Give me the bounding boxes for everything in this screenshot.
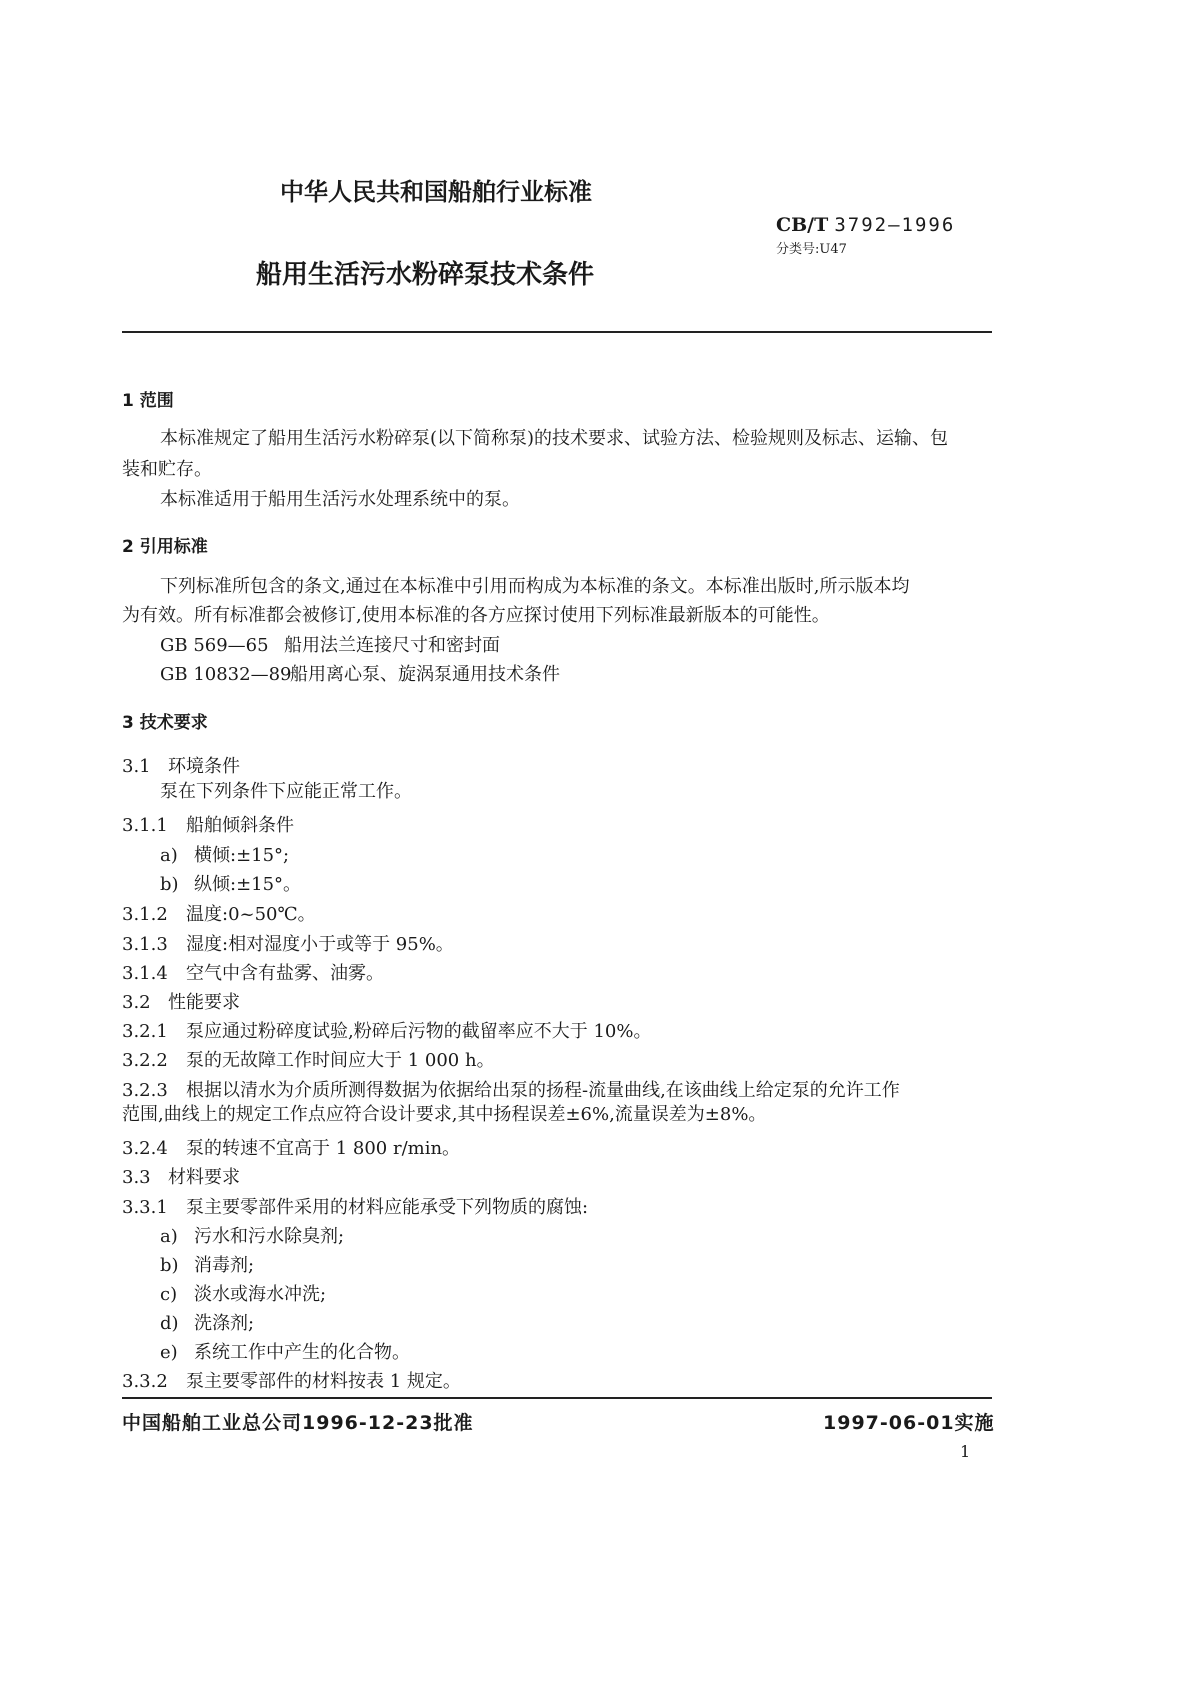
page-number: 1 bbox=[960, 1442, 971, 1461]
list-label: a) bbox=[160, 1226, 178, 1247]
clause-text: 泵的无故障工作时间应大于 1 000 h。 bbox=[186, 1050, 495, 1071]
clause-number: 3.2.2 bbox=[122, 1050, 168, 1071]
clause-3-1-3 bbox=[122, 930, 454, 956]
clause-number: 3.3 bbox=[122, 1167, 151, 1188]
clause-text: 湿度:相对湿度小于或等于 95%。 bbox=[186, 934, 454, 955]
clause-text: 泵主要零部件的材料按表 1 规定。 bbox=[186, 1371, 461, 1392]
reference-title: 船用离心泵、旋涡泵通用技术条件 bbox=[290, 664, 560, 685]
list-item bbox=[160, 1280, 326, 1306]
list-label: a) bbox=[160, 845, 178, 866]
clause-text: 温度:0~50℃。 bbox=[186, 904, 316, 925]
effective-date: 1997-06-01实施 bbox=[823, 1412, 995, 1434]
clause-number: 3.3.2 bbox=[122, 1371, 168, 1392]
clause-text: 泵主要零部件采用的材料应能承受下列物质的腐蚀: bbox=[186, 1197, 589, 1218]
clause-3-1-4 bbox=[122, 959, 384, 985]
clause-3-1-1 bbox=[122, 811, 294, 837]
document-title: 船用生活污水粉碎泵技术条件 bbox=[256, 260, 595, 290]
header-divider bbox=[122, 331, 992, 333]
clause-3-1-intro: 泵在下列条件下应能正常工作。 bbox=[160, 781, 412, 802]
clause-text: 空气中含有盐雾、油雾。 bbox=[186, 963, 384, 984]
section-1-para-1-line-1: 本标准规定了船用生活污水粉碎泵(以下简称泵)的技术要求、试验方法、检验规则及标志、运输、包 bbox=[160, 428, 949, 449]
clause-3-1-2 bbox=[122, 900, 316, 926]
clause-3-3 bbox=[122, 1163, 240, 1189]
approval-statement: 中国船舶工业总公司1996-12-23批准 bbox=[122, 1412, 474, 1434]
list-item bbox=[160, 841, 289, 867]
list-item bbox=[160, 1338, 410, 1364]
list-label: c) bbox=[160, 1284, 178, 1305]
clause-text: 性能要求 bbox=[168, 992, 240, 1013]
list-text: 消毒剂; bbox=[194, 1255, 255, 1276]
list-text: 横倾:±15°; bbox=[194, 845, 290, 866]
list-text: 淡水或海水冲洗; bbox=[194, 1284, 327, 1305]
list-item bbox=[160, 1251, 254, 1277]
standard-number bbox=[776, 214, 955, 236]
list-label: b) bbox=[160, 874, 179, 895]
reference-title: 船用法兰连接尺寸和密封面 bbox=[284, 635, 500, 656]
list-text: 纵倾:±15°。 bbox=[194, 874, 302, 895]
clause-number: 3.1.2 bbox=[122, 904, 168, 925]
clause-text: 环境条件 bbox=[168, 756, 240, 777]
clause-number: 3.1.4 bbox=[122, 963, 168, 984]
reference-item bbox=[160, 635, 500, 657]
section-1-para-1-line-2: 装和贮存。 bbox=[122, 459, 212, 480]
clause-3-2-4 bbox=[122, 1134, 460, 1160]
clause-number: 3.3.1 bbox=[122, 1197, 168, 1218]
clause-3-3-1 bbox=[122, 1193, 588, 1219]
clause-3-3-2 bbox=[122, 1367, 461, 1393]
clause-3-2-3-continuation: 范围,曲线上的规定工作点应符合设计要求,其中扬程误差±6%,流量误差为±8%。 bbox=[122, 1104, 767, 1125]
reference-code: GB 10832—89 bbox=[160, 664, 292, 685]
list-text: 洗涤剂; bbox=[194, 1313, 255, 1334]
clause-number: 3.2.1 bbox=[122, 1021, 168, 1042]
list-label: b) bbox=[160, 1255, 179, 1276]
clause-3-2 bbox=[122, 988, 240, 1014]
list-label: e) bbox=[160, 1342, 178, 1363]
clause-number: 3.1 bbox=[122, 756, 151, 777]
standard-number-value: 3792—1996 bbox=[834, 214, 956, 236]
clause-text: 泵应通过粉碎度试验,粉碎后污物的截留率应不大于 10%。 bbox=[186, 1021, 652, 1042]
clause-text: 根据以清水为介质所测得数据为依据给出泵的扬程-流量曲线,在该曲线上给定泵的允许工作 bbox=[186, 1080, 900, 1101]
clause-number: 3.2.4 bbox=[122, 1138, 168, 1159]
classification-code: 分类号:U47 bbox=[776, 242, 847, 257]
reference-code: GB 569—65 bbox=[160, 635, 269, 656]
section-3-heading: 3 技术要求 bbox=[122, 713, 208, 733]
list-label: d) bbox=[160, 1313, 179, 1334]
section-2-para-line-2: 为有效。所有标准都会被修订,使用本标准的各方应探讨使用下列标准最新版本的可能性。 bbox=[122, 605, 830, 626]
clause-3-2-3 bbox=[122, 1076, 900, 1102]
clause-3-2-2 bbox=[122, 1046, 495, 1072]
clause-number: 3.1.3 bbox=[122, 934, 168, 955]
list-item bbox=[160, 1222, 344, 1248]
section-2-heading: 2 引用标准 bbox=[122, 537, 208, 557]
clause-number: 3.2 bbox=[122, 992, 151, 1013]
standard-prefix: CB/T bbox=[776, 214, 829, 236]
clause-text: 泵的转速不宜高于 1 800 r/min。 bbox=[186, 1138, 461, 1159]
clause-3-2-1 bbox=[122, 1017, 651, 1043]
clause-text: 材料要求 bbox=[168, 1167, 240, 1188]
section-1-heading: 1 范围 bbox=[122, 391, 174, 411]
clause-number: 3.1.1 bbox=[122, 815, 168, 836]
list-item bbox=[160, 1309, 254, 1335]
list-text: 系统工作中产生的化合物。 bbox=[194, 1342, 410, 1363]
list-text: 污水和污水除臭剂; bbox=[194, 1226, 345, 1247]
section-2-para-line-1: 下列标准所包含的条文,通过在本标准中引用而构成为本标准的条文。本标准出版时,所示版本均 bbox=[160, 576, 910, 597]
list-item bbox=[160, 870, 301, 896]
clause-number: 3.2.3 bbox=[122, 1080, 168, 1101]
footer-divider bbox=[122, 1397, 992, 1399]
reference-item bbox=[160, 664, 560, 686]
section-1-para-2: 本标准适用于船用生活污水处理系统中的泵。 bbox=[160, 489, 520, 510]
clause-3-1 bbox=[122, 752, 240, 778]
issuing-agency: 中华人民共和国船舶行业标准 bbox=[280, 178, 592, 206]
clause-text: 船舶倾斜条件 bbox=[186, 815, 294, 836]
